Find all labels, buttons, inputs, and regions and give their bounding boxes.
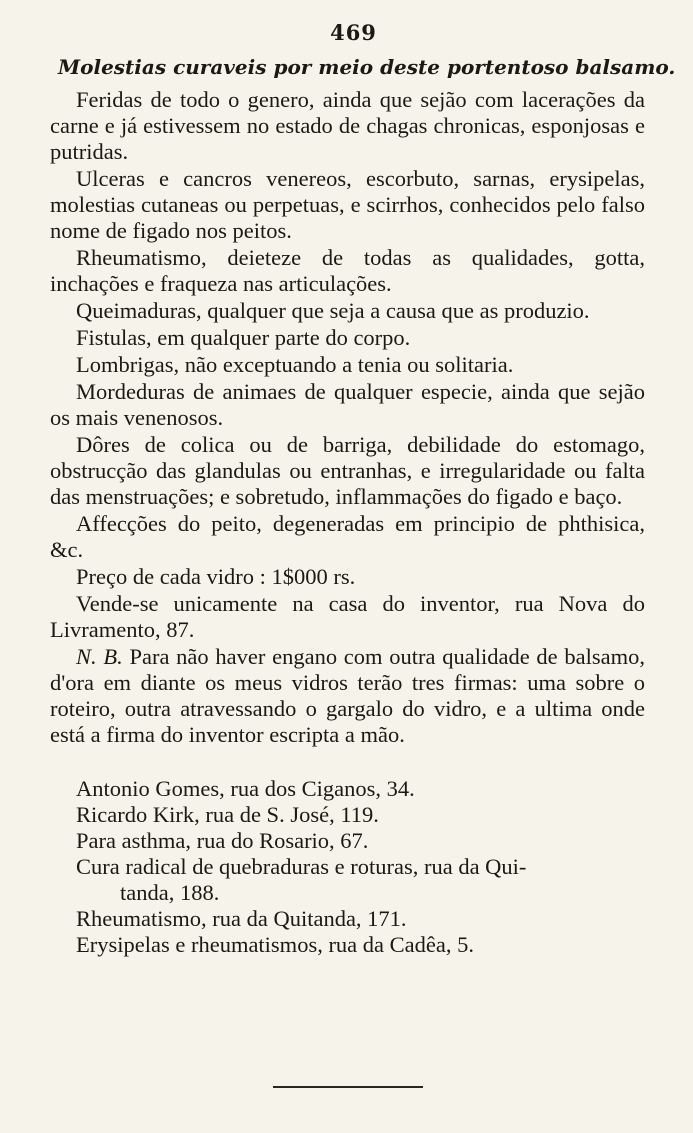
paragraph-feridas: Feridas de todo o genero, ainda que sejão com lacerações da carne e já estivessem no estado de chagas chronicas, esponjosas e putridas. — [50, 87, 645, 164]
paragraph-fistulas: Fistulas, em qualquer parte do corpo. — [76, 325, 411, 350]
paragraph-queimaduras: Queimaduras, qualquer que seja a causa que as produzio. — [76, 298, 590, 323]
page-heading: Molestias curaveis por meio deste portentoso balsamo. — [58, 55, 676, 79]
paragraph-lombrigas: Lombrigas, não exceptuando a tenia ou solitaria. — [76, 352, 514, 377]
address-line-continuation: tanda, 188. — [120, 880, 220, 905]
address-line: Erysipelas e rheumatismos, rua da Cadêa, 5. — [76, 932, 475, 957]
paragraph-nota-bene — [50, 644, 645, 748]
address-line: Rheumatismo, rua da Quitanda, 171. — [76, 906, 407, 931]
address-line-first: Cura radical de quebraduras e roturas, rua da Qui- — [76, 854, 527, 879]
paragraph-mordeduras: Mordeduras de animaes de qualquer especie, ainda que sejão os mais venenosos. — [50, 379, 645, 430]
address-line: Para asthma, rua do Rosario, 67. — [76, 828, 369, 853]
page-number: 469 — [330, 20, 377, 45]
nota-bene-text: Para não haver engano com outra qualidade de balsamo, d'ora em diante os meus vidros terão tres firmas: uma sobre o roteiro, outra atravessando o gargalo do vidro, e a ultima onde está a firma do inventor escripta a mão. — [50, 644, 645, 747]
paragraph-rheumatismo: Rheumatismo, deieteze de todas as qualidades, gotta, inchações e fraqueza nas articulações. — [50, 245, 645, 296]
address-line: Antonio Gomes, rua dos Ciganos, 34. — [76, 776, 415, 801]
paragraph-vende-se: Vende-se unicamente na casa do inventor, rua Nova do Livramento, 87. — [50, 591, 645, 642]
paragraph-preco: Preço de cada vidro : 1$000 rs. — [76, 564, 356, 589]
address-line: Ricardo Kirk, rua de S. José, 119. — [76, 802, 379, 827]
bottom-divider — [273, 1086, 423, 1088]
nota-bene-label: N. B. — [76, 644, 123, 669]
paragraph-dores: Dôres de colica ou de barriga, debilidade do estomago, obstrucção das glandulas ou entranhas, e irregularidade ou falta das menstruações; e sobretudo, inflammações do figado e baço. — [50, 432, 645, 509]
address-list — [50, 776, 645, 958]
paragraph-ulceras: Ulceras e cancros venereos, escorbuto, sarnas, erysipelas, molestias cutaneas ou perpetuas, e scirrhos, conhecidos pelo falso nome de figado nos peitos. — [50, 166, 645, 243]
paragraph-affeccoes: Affecções do peito, degeneradas em principio de phthisica, &c. — [50, 511, 645, 562]
address-line-wrapped — [50, 854, 645, 906]
